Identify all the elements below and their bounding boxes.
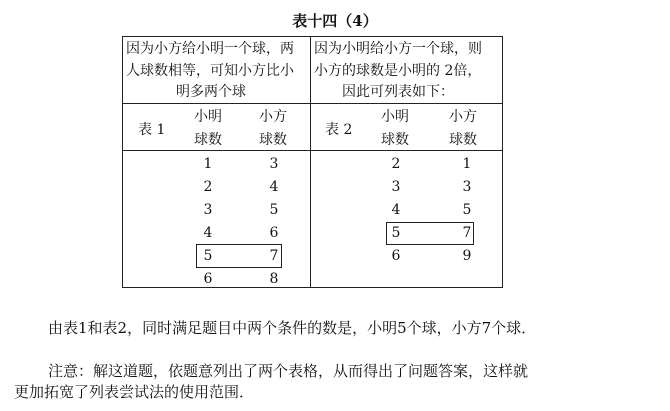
table1-col-b-line-2: 球数 (259, 132, 287, 148)
table2-col-b-line-1: 小方 (449, 109, 477, 125)
table2-row-5-a: 6 (391, 248, 401, 264)
table1-row-3-b: 5 (269, 202, 279, 218)
table1-label: 表 1 (138, 122, 166, 138)
table2-col-a-line-2: 球数 (381, 132, 409, 148)
table2-row-4-b: 7 (462, 225, 472, 241)
table1-col-a-line-1: 小明 (194, 109, 222, 125)
table1-col-b-line-1: 小方 (259, 109, 287, 125)
table1-row-4-b: 6 (269, 225, 279, 241)
condition-left-line-3: 明多两个球 (176, 84, 246, 100)
table2-col-a-line-1: 小明 (381, 109, 409, 125)
table-caption: 表十四（4） (292, 12, 378, 30)
table2-row-2-b: 3 (462, 179, 472, 195)
table1-row-3-a: 3 (203, 202, 213, 218)
table1-answer-highlight-box (196, 244, 282, 268)
table1-row-2-a: 2 (203, 179, 213, 195)
table-center-divider (310, 36, 311, 288)
condition-left-line-1: 因为小方给小明一个球，两 (126, 41, 294, 57)
table2-col-b-line-2: 球数 (449, 132, 477, 148)
table1-row-5-a: 5 (203, 248, 213, 264)
table1-row-4-a: 4 (203, 225, 213, 241)
table2-row-2-a: 3 (391, 179, 401, 195)
table2-row-4-a: 5 (391, 225, 401, 241)
condition-right-line-3: 因此可列表如下： (342, 84, 454, 100)
conclusion-text: 由表1和表2，同时满足题目中两个条件的数是，小明5个球，小方7个球． (48, 319, 537, 337)
table2-label: 表 2 (325, 122, 353, 138)
header-divider (122, 150, 503, 151)
table1-row-5-b: 7 (269, 248, 279, 264)
table2-row-1-b: 1 (462, 156, 472, 172)
table1-row-2-b: 4 (269, 179, 279, 195)
note-line-1: 注意：解这道题，依题意列出了两个表格，从而得出了问题答案，这样就 (48, 362, 529, 380)
table2-row-1-a: 2 (391, 156, 401, 172)
table2-answer-highlight-box (386, 222, 474, 245)
table1-row-6-b: 8 (269, 271, 279, 287)
table1-col-a-line-2: 球数 (194, 132, 222, 148)
condition-right-line-2: 小方的球数是小明的 2倍， (314, 63, 482, 79)
table1-row-6-a: 6 (203, 271, 213, 287)
note-line-2: 更加拓宽了列表尝试法的使用范围． (14, 383, 255, 401)
table1-row-1-b: 3 (269, 156, 279, 172)
table2-row-3-b: 5 (462, 202, 472, 218)
condition-left-line-2: 人球数相等，可知小方比小 (126, 63, 294, 79)
table2-row-5-b: 9 (462, 248, 472, 264)
table1-row-1-a: 1 (203, 156, 213, 172)
condition-divider (122, 103, 503, 104)
table2-row-3-a: 4 (391, 202, 401, 218)
condition-right-line-1: 因为小明给小方一个球，则 (314, 41, 482, 57)
